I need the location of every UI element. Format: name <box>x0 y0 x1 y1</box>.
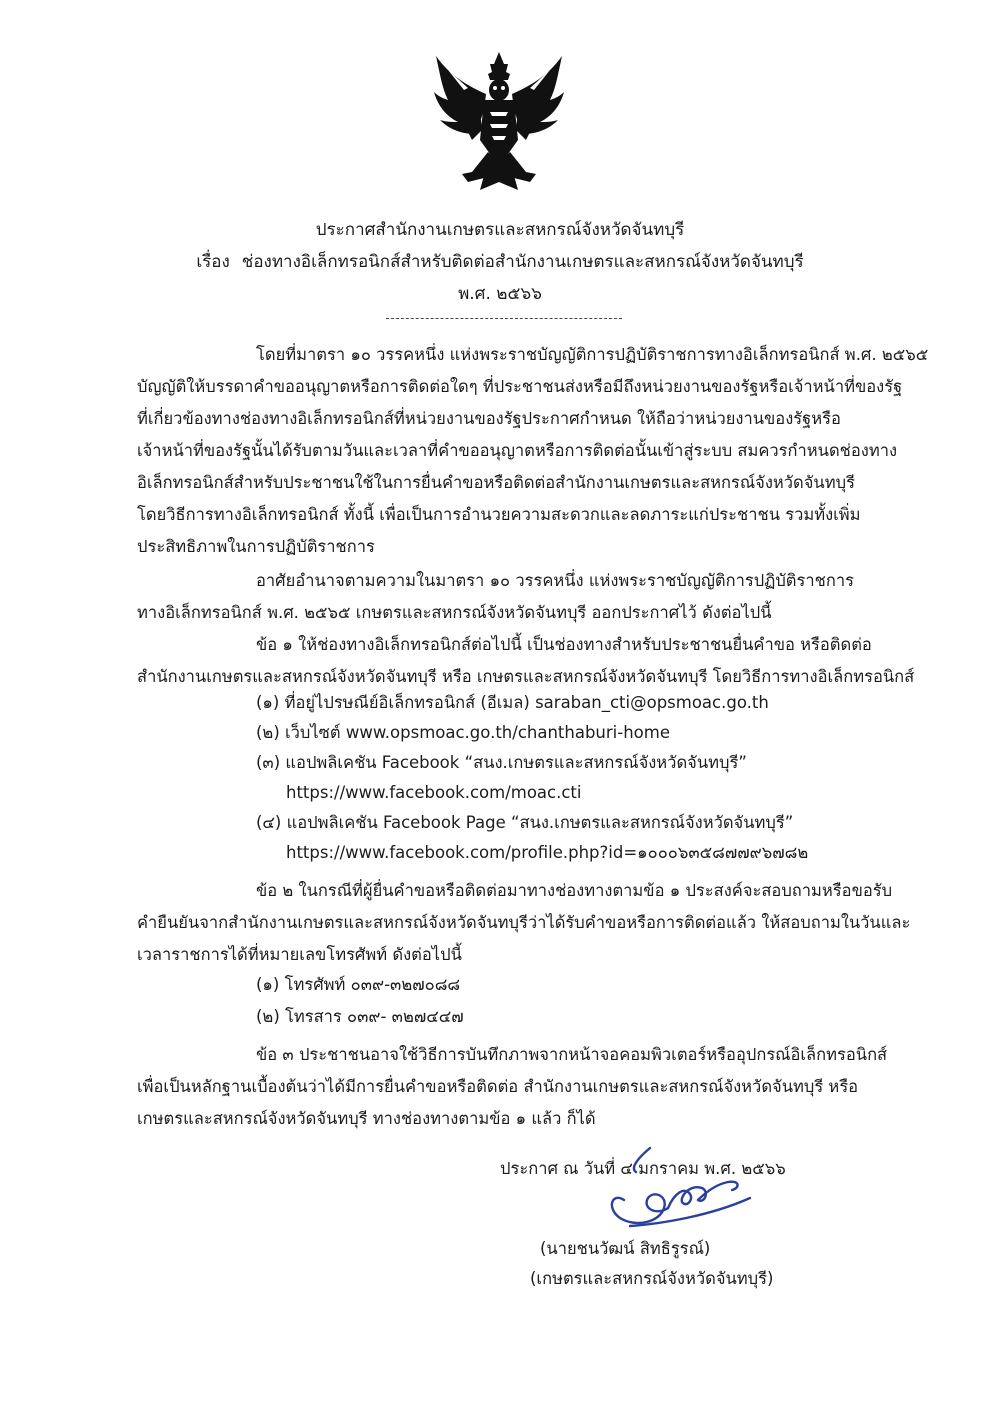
header-divider <box>386 318 622 319</box>
clause-1-item: (๔) แอปพลิเคชัน Facebook Page “สนง.เกษตรและสหกรณ์จังหวัดจันทบุรี” <box>256 813 794 832</box>
clause-1-item-url: https://www.facebook.com/moac.cti <box>286 783 582 802</box>
paragraph-1-line: ประสิทธิภาพในการปฏิบัติราชการ <box>137 537 375 556</box>
paragraph-2-line: ทางอิเล็กทรอนิกส์ พ.ศ. ๒๕๖๕ เกษตรและสหกรณ์จังหวัดจันทบุรี ออกประกาศไว้ ดังต่อไปนี้ <box>137 603 772 622</box>
signer-name: (นายชนวัฒน์ สิทธิรูรณ์) <box>540 1239 711 1258</box>
clause-3-line: เพื่อเป็นหลักฐานเบื้องต้นว่าได้มีการยื่นคำขอหรือติดต่อ สำนักงานเกษตรและสหกรณ์จังหวัดจันทบุรี หรือ <box>137 1077 859 1096</box>
document-title: ประกาศสำนักงานเกษตรและสหกรณ์จังหวัดจันทบุรี <box>315 220 685 240</box>
announcement-date: ประกาศ ณ วันที่ ๔ มกราคม พ.ศ. ๒๕๖๖ <box>500 1159 786 1178</box>
clause-1-item: (๑) ที่อยู่ไปรษณีย์อิเล็กทรอนิกส์ (อีเมล) saraban_cti@opsmoac.go.th <box>256 693 769 712</box>
subject-label: เรื่อง <box>196 252 230 272</box>
garuda-emblem-icon <box>428 50 570 195</box>
document-header <box>0 214 1000 310</box>
clause-2-item: (๑) โทรศัพท์ ๐๓๙-๓๒๗๐๘๘ <box>256 975 461 994</box>
document-subject <box>0 246 1000 278</box>
clause-2-line: เวลาราชการได้ที่หมายเลขโทรศัพท์ ดังต่อไปนี้ <box>137 945 462 964</box>
clause-2-line: คำยืนยันจากสำนักงานเกษตรและสหกรณ์จังหวัดจันทบุรีว่าได้รับคำขอหรือการติดต่อแล้ว ให้สอบถามในวันและ <box>137 913 911 932</box>
paragraph-1-line: โดยที่มาตรา ๑๐ วรรคหนึ่ง แห่งพระราชบัญญัติการปฏิบัติราชการทางอิเล็กทรอนิกส์ พ.ศ. ๒๕๖๕ <box>256 345 929 364</box>
clause-3-line: เกษตรและสหกรณ์จังหวัดจันทบุรี ทางช่องทางตามข้อ ๑ แล้ว ก็ได้ <box>137 1109 596 1128</box>
document-year: พ.ศ. ๒๕๖๖ <box>458 284 542 304</box>
clause-1-item-url: https://www.facebook.com/profile.php?id=๑๐๐๐๖๓๕๘๗๗๙๖๗๘๒ <box>286 843 809 862</box>
clause-3-line: ข้อ ๓ ประชาชนอาจใช้วิธีการบันทึกภาพจากหน้าจอคอมพิวเตอร์หรืออุปกรณ์อิเล็กทรอนิกส์ <box>256 1045 888 1064</box>
clause-2-line: ข้อ ๒ ในกรณีที่ผู้ยื่นคำขอหรือติดต่อมาทางช่องทางตามข้อ ๑ ประสงค์จะสอบถามหรือขอรับ <box>256 881 893 900</box>
paragraph-1-line: เจ้าหน้าที่ของรัฐนั้นได้รับตามวันและเวลาที่คำขออนุญาตหรือการติดต่อนั้นเข้าสู่ระบบ สมควรกำหนดช่องทาง <box>137 441 898 460</box>
clause-1-item: (๒) เว็บไซต์ www.opsmoac.go.th/chanthaburi-home <box>256 723 670 742</box>
paragraph-2-line: อาศัยอำนาจตามความในมาตรา ๑๐ วรรคหนึ่ง แห่งพระราชบัญญัติการปฏิบัติราชการ <box>256 571 854 590</box>
clause-2-item: (๒) โทรสาร ๐๓๙- ๓๒๗๔๔๗ <box>256 1007 464 1026</box>
handwritten-signature <box>590 1138 830 1238</box>
subject-text: ช่องทางอิเล็กทรอนิกส์สำหรับติดต่อสำนักงานเกษตรและสหกรณ์จังหวัดจันทบุรี <box>241 252 804 272</box>
clause-1-line: สำนักงานเกษตรและสหกรณ์จังหวัดจันทบุรี หรือ เกษตรและสหกรณ์จังหวัดจันทบุรี โดยวิธีการทางอิเล็กทรอนิกส์ <box>137 667 915 686</box>
paragraph-1-line: โดยวิธีการทางอิเล็กทรอนิกส์ ทั้งนี้ เพื่อเป็นการอำนวยความสะดวกและลดภาระแก่ประชาชน รวมทั้งเพิ่ม <box>137 505 861 524</box>
paragraph-1-line: บัญญัติให้บรรดาคำขออนุญาตหรือการติดต่อใดๆ ที่ประชาชนส่งหรือมีถึงหน่วยงานของรัฐหรือเจ้าหน้าที่ของรัฐ <box>137 377 903 396</box>
signer-title: (เกษตรและสหกรณ์จังหวัดจันทบุรี) <box>530 1269 774 1288</box>
clause-1-line: ข้อ ๑ ให้ช่องทางอิเล็กทรอนิกส์ต่อไปนี้ เป็นช่องทางสำหรับประชาชนยื่นคำขอ หรือติดต่อ <box>256 635 872 654</box>
paragraph-1-line: ที่เกี่ยวข้องทางช่องทางอิเล็กทรอนิกส์ที่หน่วยงานของรัฐประกาศกำหนด ให้ถือว่าหน่วยงานของรัฐหรือ <box>137 409 841 428</box>
paragraph-1-line: อิเล็กทรอนิกส์สำหรับประชาชนใช้ในการยื่นคำขอหรือติดต่อสำนักงานเกษตรและสหกรณ์จังหวัดจันทบุรี <box>137 473 855 492</box>
clause-1-item: (๓) แอปพลิเคชัน Facebook “สนง.เกษตรและสหกรณ์จังหวัดจันทบุรี” <box>256 753 747 772</box>
